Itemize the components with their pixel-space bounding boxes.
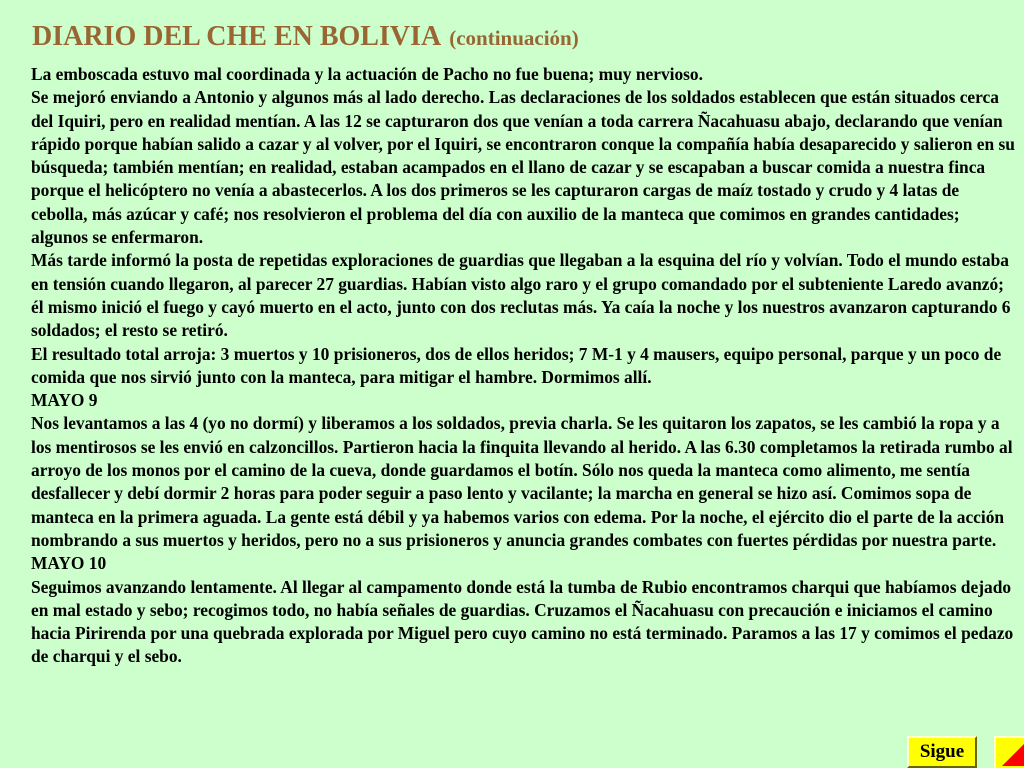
next-button[interactable]: Sigue [907,736,977,768]
paragraph: Seguimos avanzando lentamente. Al llegar al campamento donde está la tumba de Rubio encontramos charqui que habíamos dejado en mal estado y sebo; recogimos todo, no había señales de guardias. Cruzamos el Ñacahuasu con precaución e iniciamos el camino hacia Pirirenda por una quebrada explorada por Miguel pero cuyo camino no está terminado. Paramos a las 17 y comimos el pedazo de charqui y el sebo. [31,576,1014,667]
paragraph: Más tarde informó la posta de repetidas exploraciones de guardias que llegaban a la esquina del río y volvían. Todo el mundo estaba en tensión cuando llegaron, al parecer 27 guardias. Habían visto algo raro y el grupo comandado por el subteniente Laredo avanzó; él mismo inició el fuego y cayó muerto en el acto, junto con dos reclutas más. Ya caía la noche y los nuestros avanzaron capturando 6 soldados; el resto se retiró. [31,250,1011,341]
date-heading: MAYO 9 [31,390,98,411]
date-heading: MAYO 10 [31,553,107,574]
slide-title [32,18,579,51]
paragraph: Se mejoró enviando a Antonio y algunos más al lado derecho. Las declaraciones de los soldados establecen que están situados cerca del Iquiri, pero en realidad mentían. A las 12 se capturaron dos que venían a toda carrera Ñacahuasu abajo, declarando que venían rápido porque habían salido a cazar y al volver, por el Iquiri, se encontraron conque la compañía había desaparecido y salieron en su búsqueda; también mentían; en realidad, estaban acampados en el llano de cazar y se escapaban a buscar comida a nuestra finca porque el helicóptero no venía a abastecerlos. A los dos primeros se les capturaron cargas de maíz tostado y crudo y 4 latas de cebolla, más azúcar y café; nos resolvieron el problema del día con auxilio de la manteca que comimos en grandes cantidades; algunos se enfermaron. [31,87,1015,248]
title-sub: (continuación) [449,26,579,50]
title-main: DIARIO DEL CHE EN BOLIVIA [32,21,442,52]
triangle-icon [996,738,1024,768]
diary-text [31,63,1016,669]
paragraph: La emboscada estuvo mal coordinada y la actuación de Pacho no fue buena; muy nervioso. [31,64,703,84]
paragraph: Nos levantamos a las 4 (yo no dormí) y liberamos a los soldados, previa charla. Se les quitaron los zapatos, se les cambió la ropa y a los mentirosos se les envió en calzoncillos. Partieron hacia la finquita llevando al herido. A las 6.30 completamos la retirada rumbo al arroyo de los monos por el camino de la cueva, donde guardamos el botín. Sólo nos queda la manteca como alimento, me sentía desfallecer y debí dormir 2 horas para poder seguir a paso lento y vacilante; la marcha en general se hizo así. Comimos sopa de manteca en la primera aguada. La gente está débil y ya habemos varios con edema. Por la noche, el ejército dio el parte de la acción nombrando a sus muertos y heridos, pero no a sus prisioneros y anuncia grandes combates con fuertes pérdidas por nuestra parte. [31,413,1013,550]
paragraph: El resultado total arroja: 3 muertos y 10 prisioneros, dos de ellos heridos; 7 M-1 y 4 mausers, equipo personal, parque y un poco de comida que nos sirvió junto con la manteca, para mitigar el hambre. Dormimos allí. [31,343,1002,387]
corner-nav-button[interactable] [994,736,1024,768]
